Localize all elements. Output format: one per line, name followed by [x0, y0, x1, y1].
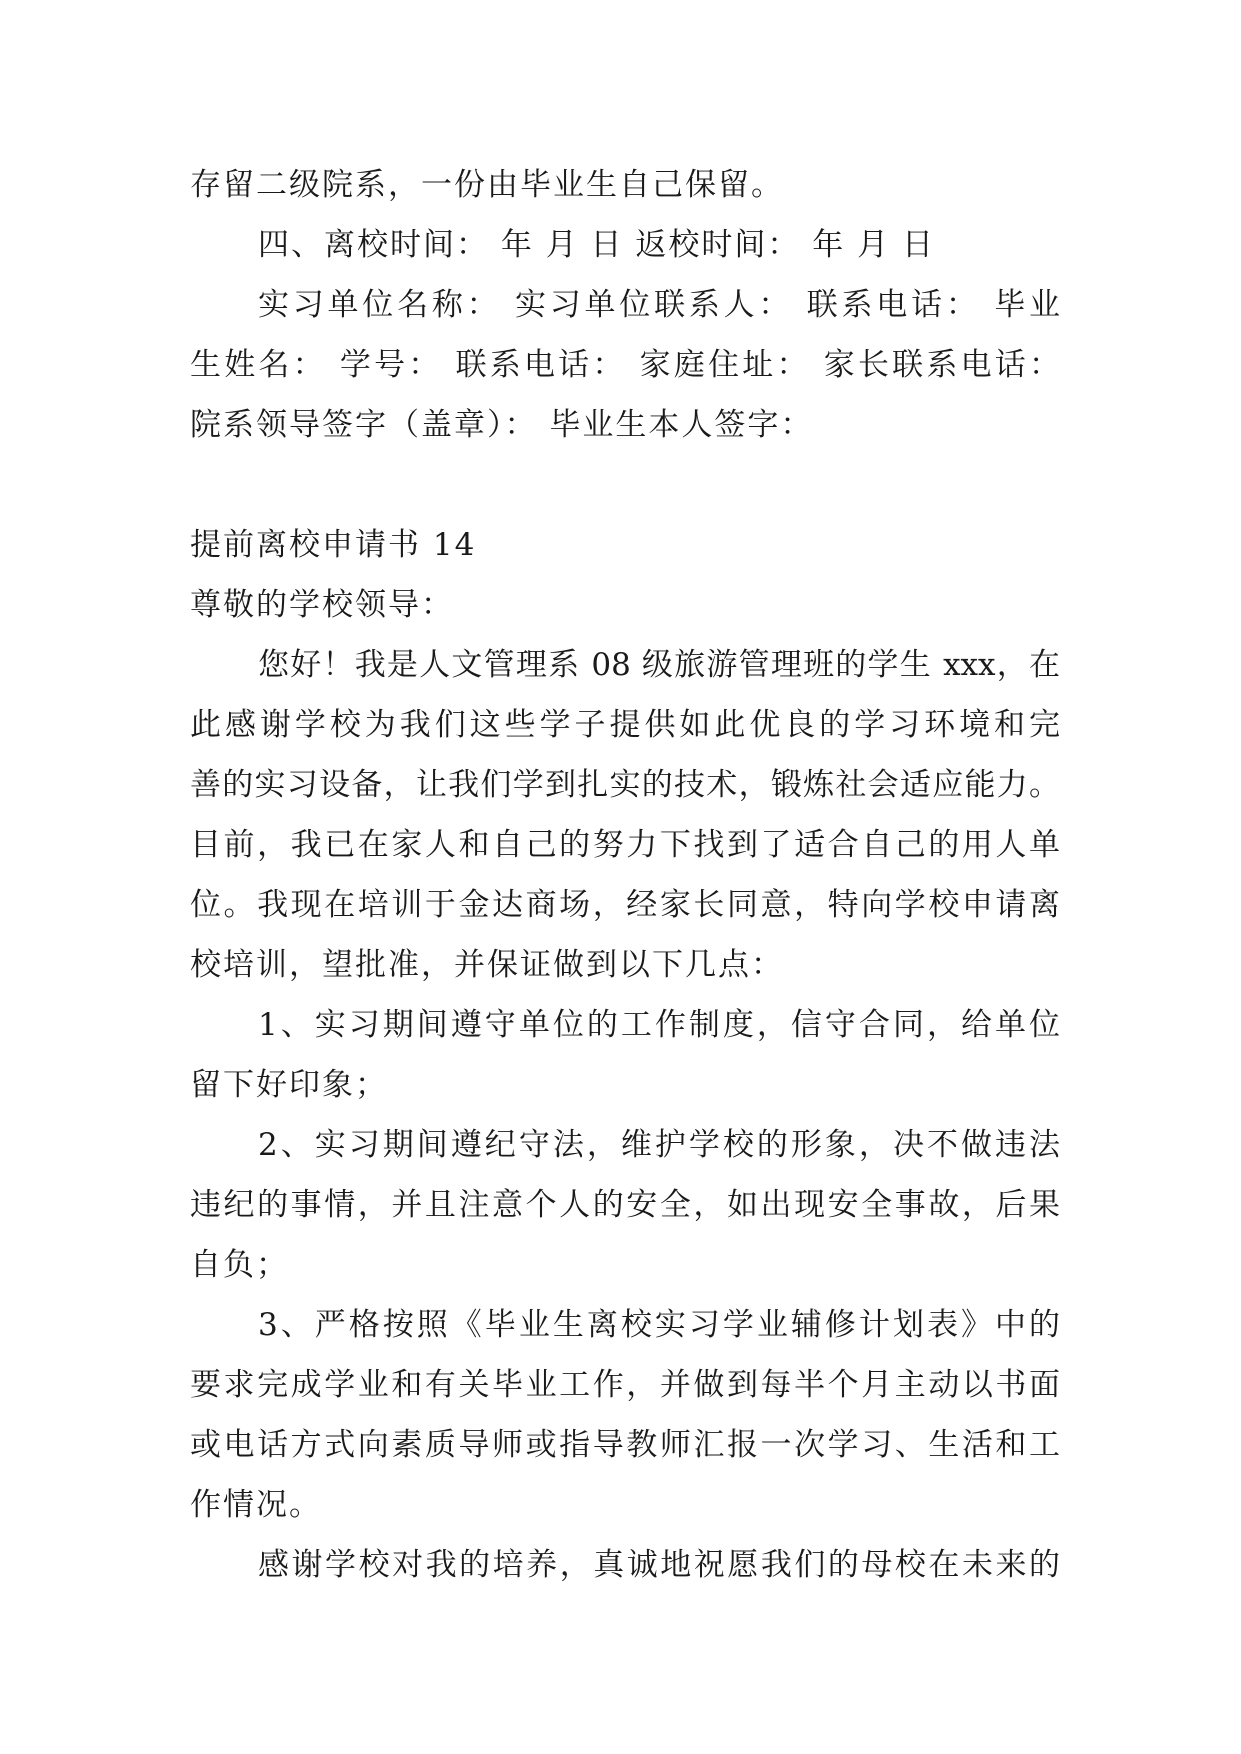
- text-line: 或电话方式向素质导师或指导教师汇报一次学习、生活和工: [190, 1427, 1060, 1463]
- text-line-internship-unit: 实习单位名称： 实习单位联系人： 联系电话： 毕业: [258, 287, 1060, 323]
- text-line: 作情况。: [190, 1487, 322, 1523]
- text-line-leave-time: 四、离校时间： 年 月 日 返校时间： 年 月 日: [258, 227, 935, 263]
- text-line: 要求完成学业和有关毕业工作，并做到每半个月主动以书面: [190, 1367, 1060, 1403]
- text-line: 违纪的事情，并且注意个人的安全，如出现安全事故，后果: [190, 1187, 1060, 1223]
- text-line-signatures: 院系领导签字（盖章）： 毕业生本人签字：: [190, 407, 814, 443]
- text-line-student-info: 生姓名： 学号： 联系电话： 家庭住址： 家长联系电话：: [190, 347, 1060, 383]
- text-line: 您好！我是人文管理系 08 级旅游管理班的学生 xxx，在: [258, 647, 1060, 683]
- text-line: 善的实习设备，让我们学到扎实的技术，锻炼社会适应能力。: [190, 767, 1060, 803]
- text-line: 校培训，望批准，并保证做到以下几点：: [190, 947, 784, 983]
- text-line-closing: 感谢学校对我的培养，真诚地祝愿我们的母校在未来的: [258, 1547, 1060, 1583]
- text-line: 留下好印象；: [190, 1067, 388, 1103]
- salutation: 尊敬的学校领导：: [190, 587, 454, 623]
- list-item-3: 3、严格按照《毕业生离校实习学业辅修计划表》中的: [258, 1307, 1060, 1343]
- document-heading: 提前离校申请书 14: [190, 527, 477, 563]
- text-line: 位。我现在培训于金达商场，经家长同意，特向学校申请离: [190, 887, 1060, 923]
- list-item-1: 1、实习期间遵守单位的工作制度，信守合同，给单位: [258, 1007, 1060, 1043]
- text-line: 此感谢学校为我们这些学子提供如此优良的学习环境和完: [190, 707, 1060, 743]
- text-line: 目前，我已在家人和自己的努力下找到了适合自己的用人单: [190, 827, 1060, 863]
- text-line: 自负；: [190, 1247, 289, 1283]
- text-line: 存留二级院系，一份由毕业生自己保留。: [190, 167, 784, 203]
- list-item-2: 2、实习期间遵纪守法，维护学校的形象，决不做违法: [258, 1127, 1060, 1163]
